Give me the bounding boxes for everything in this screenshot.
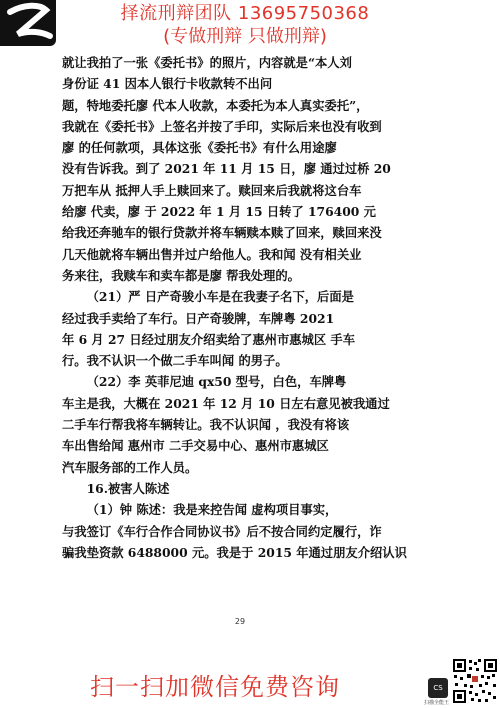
camscanner-badge-icon: CS — [428, 678, 448, 698]
body-line: 车出售给闻 惠州市 二手交易中心、惠州市惠城区 — [62, 438, 329, 454]
body-line: 与我签订《车行合作合同协议书》后不按合同约定履行，诈 — [62, 523, 382, 539]
stylized-z-logo-icon — [0, 0, 56, 46]
body-line: 年 6 月 27 日经过朋友介绍卖给了惠州市惠城区 手车 — [62, 331, 356, 347]
body-line: 我就在《委托书》上签名并按了手印，实际后来也没有收到 — [62, 118, 382, 134]
body-line: 行。我不认识一个做二手车叫闻 的男子。 — [62, 353, 288, 369]
body-line: 汽车服务部的工作人员。 — [62, 459, 198, 475]
badge-caption: 扫描全能王 — [424, 700, 450, 706]
section-heading: 16.被害人陈述 — [86, 480, 170, 496]
body-line: 题，特地委托廖 代本人收款，本委托为本人真实委托”， — [62, 97, 369, 113]
body-line: 几天他就将车辆出售并过户给他人。我和闻 没有相关业 — [62, 246, 362, 262]
header-title: 择流刑辩团队 13695750368 — [120, 3, 370, 24]
body-line: 身份证 41 因本人银行卡收款转不出问 — [62, 76, 273, 92]
body-line: （21）严 日产奇骏小车是在我妻子名下，后面是 — [86, 289, 354, 305]
body-line: （22）李 英菲尼迪 qx50 型号，白色，车牌粤 — [86, 374, 347, 390]
body-line: 没有告诉我。到了 2021 年 11 月 15 日，廖 通过过桥 20 — [62, 161, 391, 177]
body-line: 给我还奔驰车的银行贷款并将车辆赎本赎了回来，赎回来没 — [62, 225, 382, 241]
body-line: 车主是我，大概在 2021 年 12 月 10 日左右意见被我通过 — [62, 395, 390, 411]
body-line: 给廖 代卖，廖 于 2022 年 1 月 15 日转了 176400 元 — [62, 204, 376, 220]
wechat-qr-code-icon[interactable] — [452, 658, 498, 704]
header-subtitle: (专做刑辩 只做刑辩) — [163, 26, 327, 47]
body-line: 廖 的任何款项，具体这张《委托书》有什么用途廖 — [62, 140, 337, 156]
body-line: 万把车从 抵押人手上赎回来了。赎回来后我就将这台车 — [62, 182, 362, 198]
body-line: 骗我垫资款 6488000 元。我是于 2015 年通过朋友介绍认识 — [62, 544, 407, 560]
body-line: 务来往，我赎车和卖车都是廖 帮我处理的。 — [62, 267, 300, 283]
wechat-consult-cta: 扫一扫加微信免费咨询 — [90, 673, 340, 701]
body-line: 就让我拍了一张《委托书》的照片，内容就是“本人刘 — [62, 55, 352, 70]
page-header — [70, 2, 420, 48]
body-line: 经过我手卖给了车行。日产奇骏牌，车牌粤 2021 — [62, 310, 335, 326]
body-line: （1）钟 陈述：我是来控告闻 虚构项目事实， — [86, 502, 338, 518]
body-line: 二手车行帮我将车辆转让。我不认识闻 ，我没有将该 — [62, 417, 350, 433]
page-number: 29 — [234, 617, 246, 626]
document-body — [62, 52, 422, 563]
